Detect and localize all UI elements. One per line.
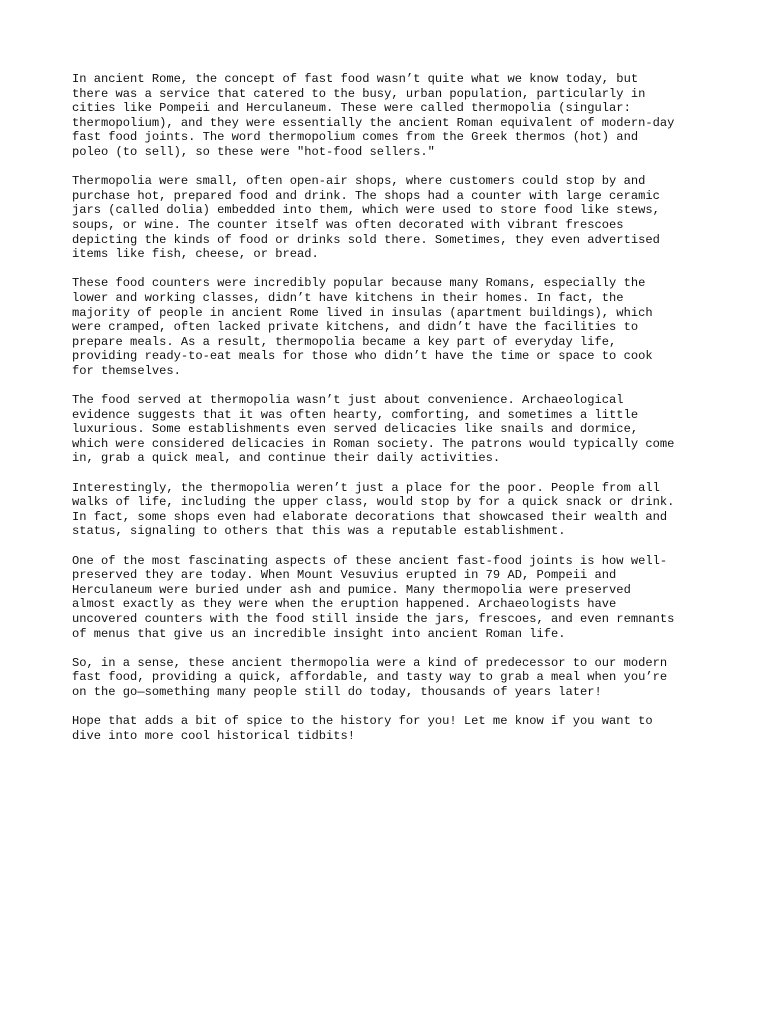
paragraph-preservation: One of the most fascinating aspects of these ancient fast-food joints is how well- preserved they are today. When Mount Vesuvius erupted in 79 AD, Pompeii and Herculaneum were buried under ash and pumice. Many thermopolia were preserved almost exactly as they were when the eruption happened. Archaeologists have uncovered counters with the food still inside the jars, frescoes, and even remnants of menus that give us an incredible insight into ancient Roman life. bbox=[72, 553, 675, 641]
paragraph-predecessor: So, in a sense, these ancient thermopolia were a kind of predecessor to our modern fast food, providing a quick, affordable, and tasty way to grab a meal when you’re on the go—something many people still do today, thousands of years later! bbox=[72, 655, 668, 699]
paragraph-shops: Thermopolia were small, often open-air shops, where customers could stop by and purchase hot, prepared food and drink. The shops had a counter with large ceramic jars (called dolia) embedded into them, which were used to store food like stews, soups, or wine. The counter itself was often decorated with vibrant frescoes depicting the kinds of food or drinks sold there. Sometimes, they even advertised items like fish, cheese, or bread. bbox=[72, 174, 660, 262]
paragraph-intro: In ancient Rome, the concept of fast food wasn’t quite what we know today, but there was a service that catered to the busy, urban population, particularly in cities like Pompeii and Herculaneum. These were called thermopolia (singular: thermopolium), and they were essentially the ancient Roman equivalent of modern-day fast food joints. The word thermopolium comes from the Greek thermos (hot) and poleo (to sell), so these were "hot-food sellers." bbox=[72, 72, 675, 159]
paragraph-popularity: These food counters were incredibly popular because many Romans, especially the lower and working classes, didn’t have kitchens in their homes. In fact, the majority of people in ancient Rome lived in insulas (apartment buildings), which were cramped, often lacked private kitchens, and didn’t have the facilities to prepare meals. As a result, thermopolia became a key part of everyday life, providing ready-to-eat meals for those who didn’t have the time or space to cook for themselves. bbox=[72, 276, 653, 378]
paragraph-social-classes: Interestingly, the thermopolia weren’t just a place for the poor. People from all walks of life, including the upper class, would stop by for a quick snack or drink. In fact, some shops even had elaborate decorations that showcased their wealth and status, signaling to others that this was a reputable establishment. bbox=[72, 480, 675, 539]
paragraph-food: The food served at thermopolia wasn’t just about convenience. Archaeological evidence suggests that it was often hearty, comforting, and sometimes a little luxurious. Some establishments even served delicacies like snails and dormice, which were considered delicacies in Roman society. The patrons would typically come in, grab a quick meal, and continue their daily activities. bbox=[72, 393, 675, 466]
document-page bbox=[72, 72, 702, 758]
paragraph-closing: Hope that adds a bit of spice to the history for you! Let me know if you want to dive into more cool historical tidbits! bbox=[72, 714, 653, 743]
